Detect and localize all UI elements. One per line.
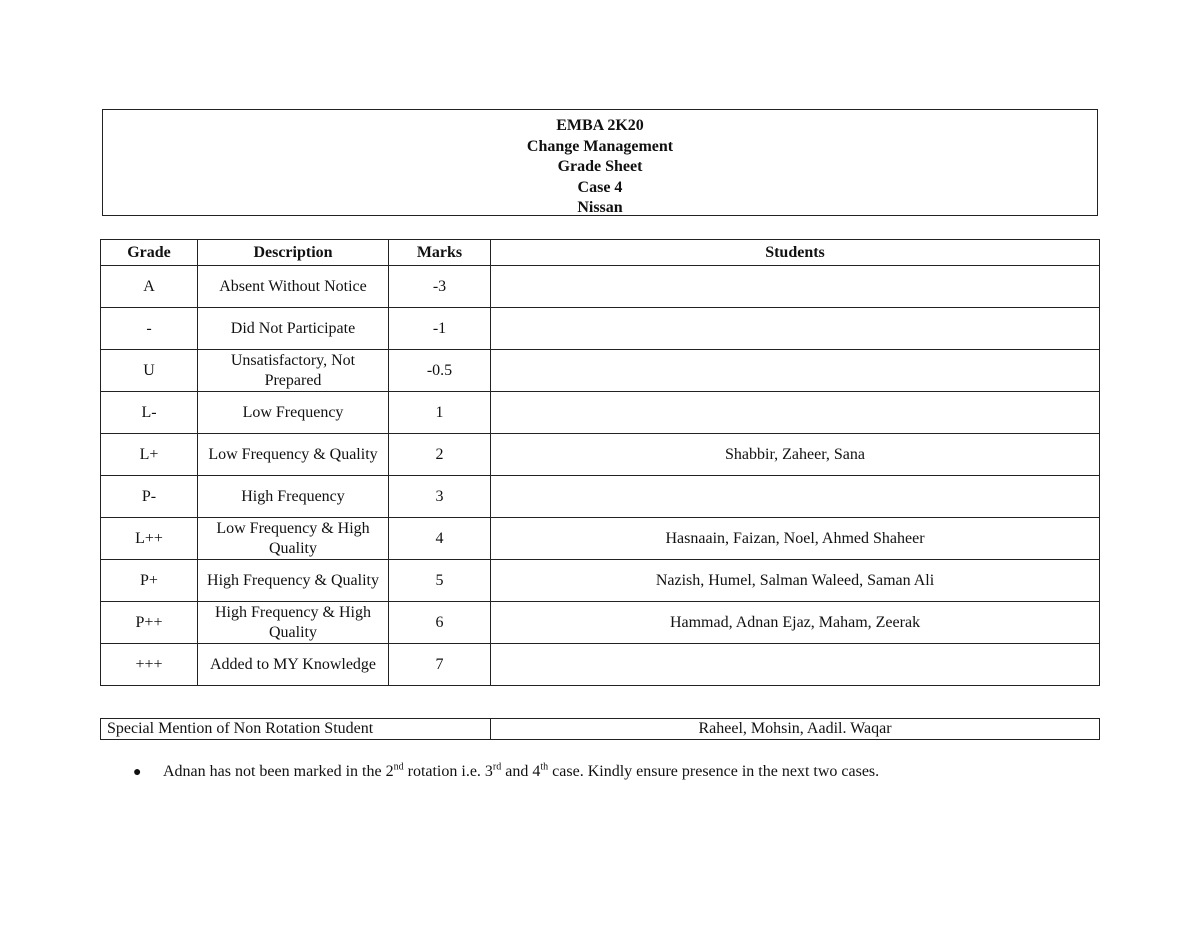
marks-cell: 5 — [389, 560, 491, 602]
description-cell: Low Frequency & Quality — [198, 434, 389, 476]
table-row — [101, 644, 1100, 686]
description-cell: High Frequency & High Quality — [198, 602, 389, 644]
case-name: Nissan — [577, 199, 623, 216]
students-cell — [491, 392, 1100, 434]
marks-cell: -3 — [389, 266, 491, 308]
marks-cell: 1 — [389, 392, 491, 434]
students-cell: Hammad, Adnan Ejaz, Maham, Zeerak — [491, 602, 1100, 644]
students-cell — [491, 644, 1100, 686]
marks-cell: 2 — [389, 434, 491, 476]
case-number: Case 4 — [577, 178, 623, 196]
table-row — [101, 308, 1100, 350]
note-text-part: and 4 — [501, 763, 541, 780]
column-header-grade: Grade — [101, 240, 198, 266]
grade-cell: P++ — [101, 602, 198, 644]
column-header-description: Description — [198, 240, 389, 266]
table-row — [101, 602, 1100, 644]
sheet-title: Grade Sheet — [557, 158, 643, 175]
note-text-part: Adnan has not been marked in the 2 — [163, 763, 394, 780]
grade-cell: L- — [101, 392, 198, 434]
marks-cell: -0.5 — [389, 350, 491, 392]
students-cell: Nazish, Humel, Salman Waleed, Saman Ali — [491, 560, 1100, 602]
note-text-part: rotation i.e. 3 — [403, 763, 493, 780]
note-superscript: th — [540, 761, 549, 773]
students-cell — [491, 266, 1100, 308]
grade-cell: - — [101, 308, 198, 350]
students-cell: Hasnaain, Faizan, Noel, Ahmed Shaheer — [491, 518, 1100, 560]
header-box — [102, 109, 1098, 216]
students-cell: Shabbir, Zaheer, Sana — [491, 434, 1100, 476]
grade-cell: A — [101, 266, 198, 308]
marks-cell: 4 — [389, 518, 491, 560]
special-mention-table — [100, 718, 1100, 740]
grade-cell: U — [101, 350, 198, 392]
special-mention-names: Raheel, Mohsin, Aadil. Waqar — [491, 719, 1100, 740]
note-superscript: nd — [393, 761, 404, 773]
description-cell: Low Frequency — [198, 392, 389, 434]
note-text-part: case. Kindly ensure presence in the next two cases. — [548, 763, 880, 780]
special-mention-label: Special Mention of Non Rotation Student — [101, 719, 491, 740]
table-row — [101, 392, 1100, 434]
description-cell: Added to MY Knowledge — [198, 644, 389, 686]
grade-cell: L++ — [101, 518, 198, 560]
table-row — [101, 266, 1100, 308]
description-cell: High Frequency — [198, 476, 389, 518]
grade-table-header — [101, 240, 1100, 266]
grade-cell: +++ — [101, 644, 198, 686]
grade-table — [100, 239, 1100, 686]
note-superscript: rd — [492, 761, 502, 773]
grade-cell: P+ — [101, 560, 198, 602]
students-cell — [491, 308, 1100, 350]
table-row — [101, 560, 1100, 602]
description-cell: Unsatisfactory, Not Prepared — [198, 350, 389, 392]
note-bullet-item — [133, 762, 879, 783]
marks-cell: -1 — [389, 308, 491, 350]
description-cell: Did Not Participate — [198, 308, 389, 350]
students-cell — [491, 476, 1100, 518]
grade-cell: L+ — [101, 434, 198, 476]
marks-cell: 7 — [389, 644, 491, 686]
course-title: Change Management — [526, 137, 674, 155]
column-header-marks: Marks — [389, 240, 491, 266]
table-row — [101, 350, 1100, 392]
bullet-icon: ● — [133, 765, 142, 780]
table-row — [101, 518, 1100, 560]
description-cell: Absent Without Notice — [198, 266, 389, 308]
table-row — [101, 476, 1100, 518]
column-header-students: Students — [491, 240, 1100, 266]
program-title: EMBA 2K20 — [556, 117, 644, 134]
description-cell: Low Frequency & High Quality — [198, 518, 389, 560]
special-mention-row — [101, 719, 1100, 740]
marks-cell: 6 — [389, 602, 491, 644]
marks-cell: 3 — [389, 476, 491, 518]
grade-cell: P- — [101, 476, 198, 518]
description-cell: High Frequency & Quality — [198, 560, 389, 602]
table-row — [101, 434, 1100, 476]
students-cell — [491, 350, 1100, 392]
